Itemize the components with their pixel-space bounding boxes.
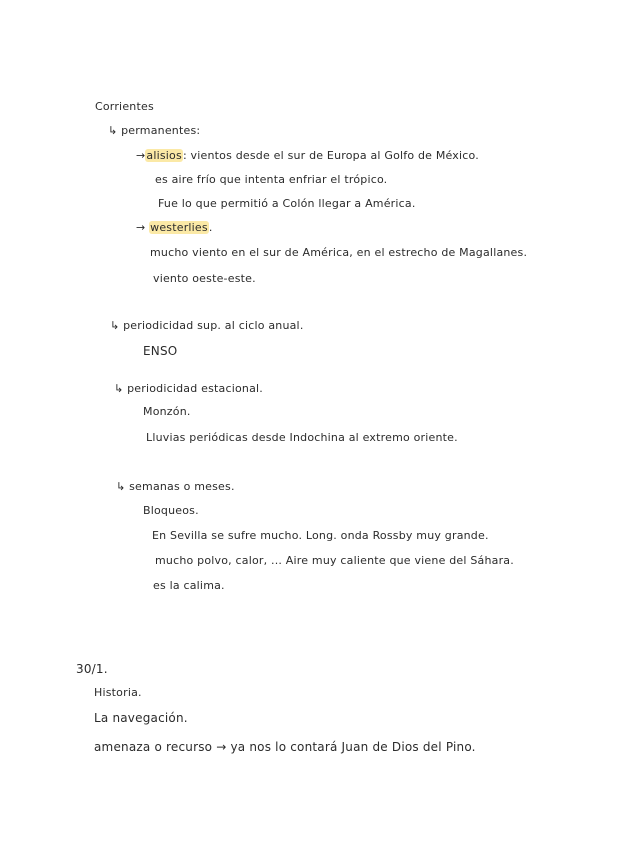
right-arrow-icon: → [136, 149, 146, 162]
note-line-periodicidad-sup [110, 319, 304, 333]
note-line-semanas [116, 480, 235, 494]
note-text: permanentes: [121, 124, 201, 137]
note-text: periodicidad sup. al ciclo anual. [123, 319, 304, 332]
note-line: En Sevilla se sufre mucho. Long. onda Rossby muy grande. [152, 529, 489, 542]
branch-arrow-icon: ↳ [108, 124, 118, 137]
note-text: periodicidad estacional. [127, 382, 263, 395]
note-line: es aire frío que intenta enfriar el trópico. [155, 173, 388, 186]
branch-arrow-icon: ↳ [114, 382, 124, 395]
note-line: Fue lo que permitió a Colón llegar a América. [158, 197, 416, 210]
note-line: mucho polvo, calor, ... Aire muy caliente que viene del Sáhara. [155, 554, 514, 567]
note-line: La navegación. [94, 711, 188, 725]
note-line: Monzón. [143, 405, 191, 418]
note-line: mucho viento en el sur de América, en el estrecho de Magallanes. [150, 246, 528, 259]
note-line: Bloqueos. [143, 504, 199, 517]
note-line-periodicidad-estacional [114, 382, 263, 396]
highlighted-term: westerlies [150, 221, 208, 234]
note-line: ENSO [143, 344, 178, 358]
note-text: . [208, 221, 213, 234]
note-line-permanentes [108, 124, 200, 138]
note-text: : vientos desde el sur de Europa al Golfo de México. [182, 149, 479, 162]
branch-arrow-icon: ↳ [110, 319, 120, 332]
date-heading: 30/1. [76, 662, 108, 676]
branch-arrow-icon: ↳ [116, 480, 126, 493]
right-arrow-icon: → [136, 221, 146, 234]
note-line: es la calima. [153, 579, 225, 592]
heading-corrientes: Corrientes [95, 100, 154, 113]
note-text: semanas o meses. [129, 480, 235, 493]
section-heading-historia: Historia. [94, 686, 142, 699]
note-line: Lluvias periódicas desde Indochina al extremo oriente. [146, 431, 458, 444]
note-line: amenaza o recurso → ya nos lo contará Juan de Dios del Pino. [94, 740, 476, 754]
note-line-alisios [136, 149, 479, 163]
note-line-westerlies [136, 221, 213, 235]
highlighted-term: alisios [146, 149, 182, 162]
note-line: viento oeste-este. [153, 272, 256, 285]
